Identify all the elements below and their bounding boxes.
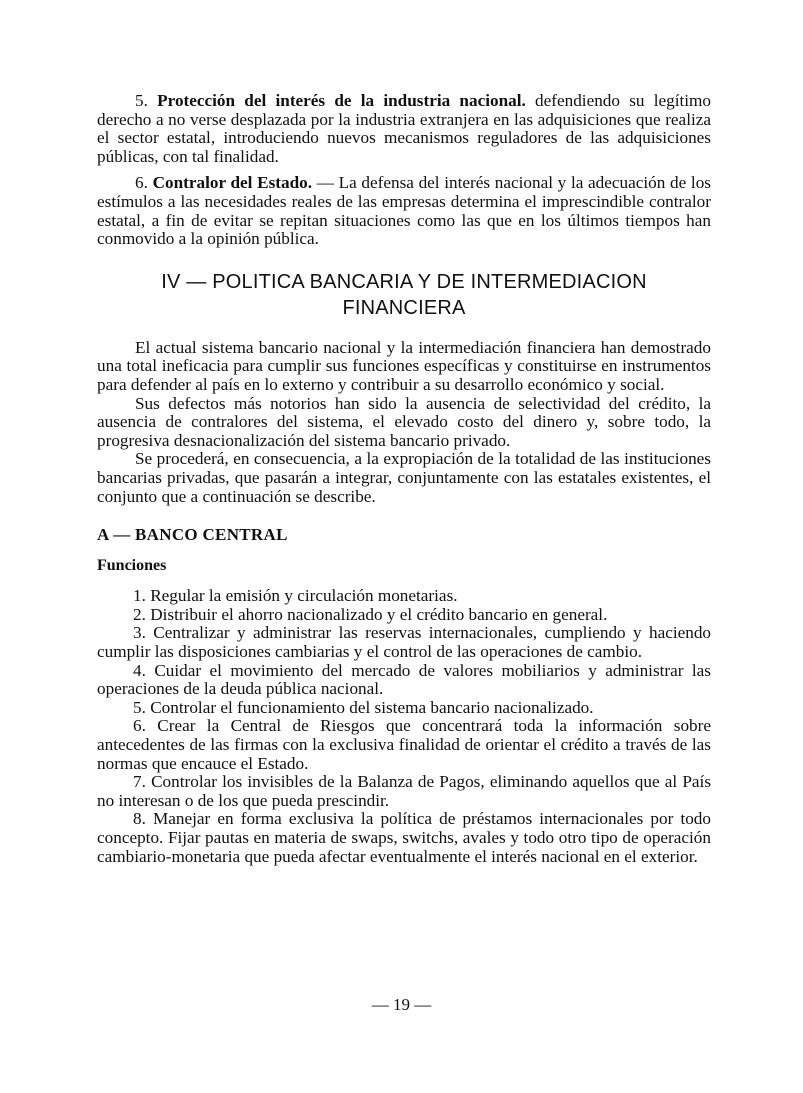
subsection-subheading: Funciones <box>97 556 167 574</box>
item-number: 8. <box>133 809 146 829</box>
page-number: — 19 — <box>371 995 432 1014</box>
item-text: Controlar los invisibles de la Balanza de Pagos, eliminando aquellos que al País no interesan o de los que pueda prescindir. <box>97 772 712 810</box>
function-item <box>97 810 711 866</box>
function-item <box>97 624 711 661</box>
item-number: 1. <box>133 586 146 606</box>
item-number: 2. <box>133 604 146 624</box>
item-number: 5. <box>133 697 146 717</box>
section-heading-line-2: FINANCIERA <box>342 296 466 319</box>
item-number: 6. <box>133 716 146 736</box>
item-text: Distribuir el ahorro nacionalizado y el crédito bancario en general. <box>150 604 608 624</box>
item-text: Regular la emisión y circulación monetarias. <box>150 586 458 606</box>
subsection-heading: A — BANCO CENTRAL <box>97 525 288 545</box>
item-title: Protección del interés de la industria nacional. <box>157 91 526 110</box>
function-item <box>97 587 711 606</box>
item-number: 6. <box>135 173 148 193</box>
item-text: Cuidar el movimiento del mercado de valores mobiliarios y administrar las operaciones de la deuda pública nacional. <box>97 660 711 699</box>
section-paragraph: Se procederá, en consecuencia, a la expropiación de la totalidad de las instituciones bancarias privadas, que pasarán a integrar, conjuntamente con las estatales existentes, el conjunto que a continuación se describe. <box>97 449 711 506</box>
section-paragraph: El actual sistema bancario nacional y la intermediación financiera han demostrado una total ineficacia para cumplir sus funciones específicas y constituirse en instrumentos para defender al país en lo externo y contribuir a su desarrollo económico y social. <box>97 337 711 394</box>
item-number: 5. <box>135 91 148 110</box>
function-item <box>97 699 711 718</box>
item-title: Contralor del Estado. <box>152 173 313 193</box>
intro-item-5 <box>97 92 711 166</box>
function-item <box>97 717 711 773</box>
item-number: 3. <box>133 623 146 643</box>
function-item <box>97 773 711 810</box>
function-item <box>97 662 711 699</box>
item-text: Controlar el funcionamiento del sistema bancario nacionalizado. <box>150 697 594 717</box>
section-heading-line-1: IV — POLITICA BANCARIA Y DE INTERMEDIACION <box>161 270 647 293</box>
item-text: — La defensa del interés nacional y la adecuación de los estímulos a las necesidades reales de las empresas determina el imprescindible contralor estatal, a fin de evitar se repitan situaciones como las que en los últimos tiempos han conmovido a la opinión pública. <box>97 173 711 249</box>
item-text: Centralizar y administrar las reservas internacionales, cumpliendo y haciendo cumplir las disposiciones cambiarias y el control de las operaciones de cambio. <box>97 623 712 662</box>
intro-item-6 <box>97 174 711 248</box>
item-number: 7. <box>133 772 146 792</box>
document-page <box>97 92 711 866</box>
item-text: Manejar en forma exclusiva la política de préstamos internacionales por todo concepto. Fijar pautas en materia de swaps, switchs, avales y todo otro tipo de operación cambiario-monetaria que pueda afectar eventualmente el interés nacional en el exterior. <box>97 809 711 866</box>
item-text: Crear la Central de Riesgos que concentrará toda la información sobre antecedentes de las firmas con la exclusiva finalidad de orientar el crédito a través de las normas que encauce el Estado. <box>97 716 711 773</box>
section-paragraph: Sus defectos más notorios han sido la ausencia de selectividad del crédito, la ausencia de contralores del sistema, el elevado costo del dinero y, sobre todo, la progresiva desnacionalización del sistema bancario privado. <box>97 393 711 450</box>
item-number: 4. <box>133 660 146 680</box>
function-item <box>97 606 711 625</box>
item-text: defendiendo su legítimo derecho a no verse desplazada por la industria extranjera en las adquisiciones que realiza el sector estatal, introduciendo nuevos mecanismos reguladores de las adquisiciones públicas, con tal finalidad. <box>97 91 712 166</box>
section-heading <box>97 269 711 321</box>
